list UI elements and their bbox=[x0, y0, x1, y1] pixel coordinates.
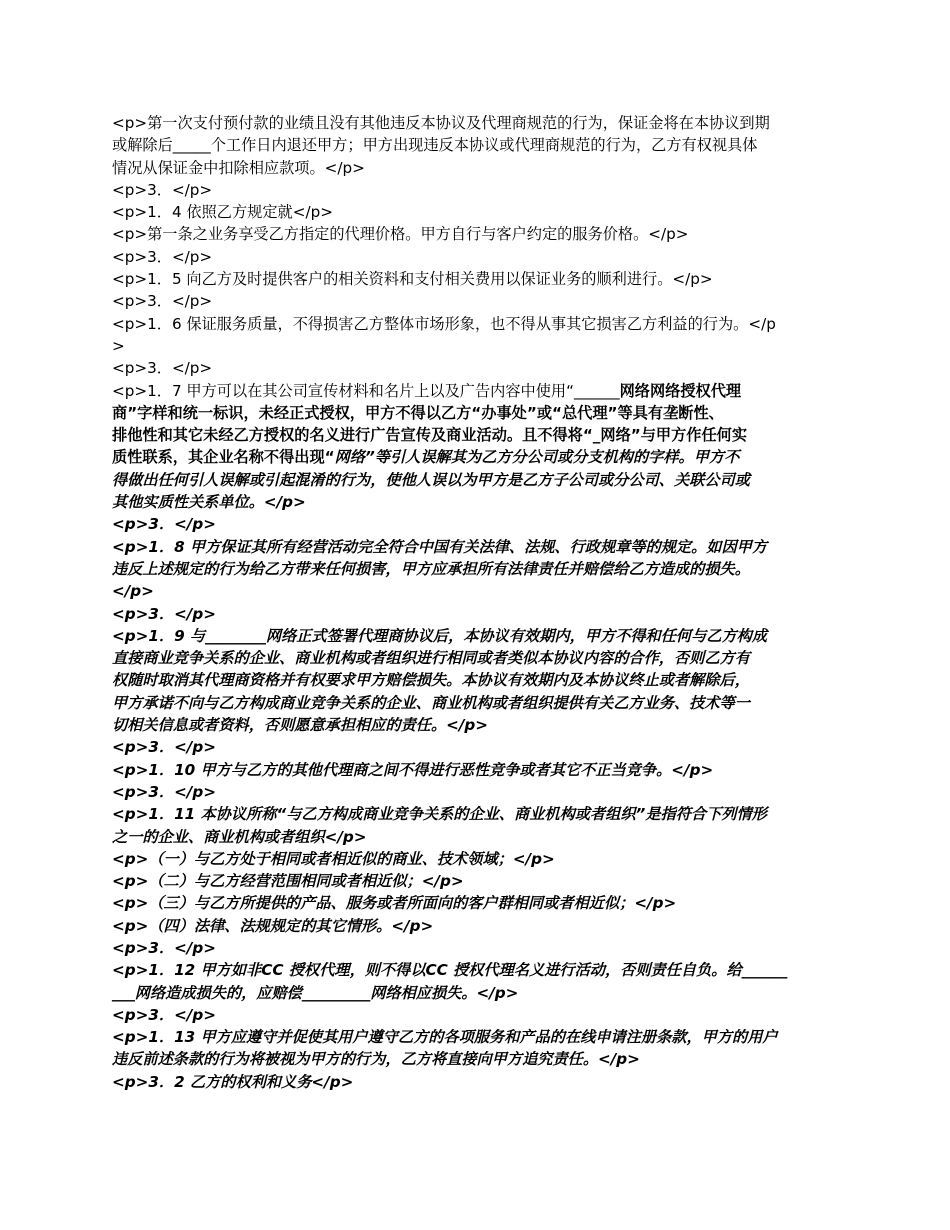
text-line: 甲方承诺不向与乙方构成商业竞争关系的企业、商业机构或者组织提供有关乙方业务、技术等一 bbox=[112, 693, 750, 712]
text-line: <p>第一条之业务享受乙方指定的代理价格。甲方自行与客户约定的服务价格。</p> bbox=[112, 225, 689, 244]
text-line: <p>3．</p> bbox=[112, 515, 216, 534]
text-line: <p>3．</p> bbox=[112, 604, 216, 623]
text-line: <p>1．4 依照乙方规定就</p> bbox=[112, 203, 333, 222]
text-line: <p>3．</p> bbox=[112, 180, 213, 199]
text-line: ___网络造成损失的，应赔偿_________网络相应损失。</p> bbox=[112, 983, 519, 1002]
text-line: </p> bbox=[112, 582, 154, 601]
text-line bbox=[112, 380, 840, 402]
text-line: <p>1．9 与________网络正式签署代理商协议后，本协议有效期内，甲方不得和任何与乙方构成 bbox=[112, 626, 768, 645]
text-line: 排他性和其它未经乙方授权的名义进行广告宣传及商业活动。且不得将“_网络”与甲方作任何实 bbox=[112, 426, 748, 445]
text-line: <p>3．</p> bbox=[112, 359, 213, 378]
text-line: 违反前述条款的行为将被视为甲方的行为，乙方将直接向甲方追究责任。</p> bbox=[112, 1050, 640, 1069]
text-line: 直接商业竞争关系的企业、商业机构或者组织进行相同或者类似本协议内容的合作，否则乙方有 bbox=[112, 649, 750, 668]
text-line: <p>1．10 甲方与乙方的其他代理商之间不得进行恶性竞争或者其它不正当竞争。</p> bbox=[112, 760, 714, 779]
text-line: <p>（三）与乙方所提供的产品、服务或者所面向的客户群相同或者相近似；</p> bbox=[112, 894, 677, 913]
text-line: <p>3．</p> bbox=[112, 938, 216, 957]
text-line: 权随时取消其代理商资格并有权要求甲方赔偿损失。本协议有效期内及本协议终止或者解除后， bbox=[112, 671, 750, 690]
text-line: 之一的企业、商业机构或者组织</p> bbox=[112, 827, 367, 846]
text-segment: 质性联系，其企业名称不得出现“ bbox=[112, 448, 335, 467]
text-line: 切相关信息或者资料，否则愿意承担相应的责任。</p> bbox=[112, 716, 488, 735]
text-segment: 网络”等引人误解其为乙方分公司或分支机构的字样。甲方不 bbox=[334, 448, 740, 467]
text-line bbox=[112, 446, 840, 468]
text-line: <p>1．13 甲方应遵守并促使其用户遵守乙方的各项服务和产品的在线申请注册条款，甲方的用户 bbox=[112, 1028, 778, 1047]
text-line: <p>第一次支付预付款的业绩且没有其他违反本协议及代理商规范的行为，保证金将在本协议到期 bbox=[112, 114, 770, 132]
text-line: 或解除后_____个工作日内退还甲方；甲方出现违反本协议或代理商规范的行为，乙方有权视具体 bbox=[112, 136, 758, 155]
text-segment: <p>1．7 甲方可以在其公司宣传材料和名片上以及广告内容中使用“______ bbox=[112, 381, 620, 400]
text-line: <p>（四）法律、法规规定的其它情形。</p> bbox=[112, 916, 434, 935]
text-line: 违反上述规定的行为给乙方带来任何损害，甲方应承担所有法律责任并赔偿给乙方造成的损失。 bbox=[112, 559, 750, 578]
text-line: 得做出任何引人误解或引起混淆的行为，使他人误以为甲方是乙方子公司或分公司、关联公司或 bbox=[112, 470, 750, 489]
text-line: <p>1．6 保证服务质量，不得损害乙方整体市场形象，也不得从事其它损害乙方利益的行为。</p bbox=[112, 314, 776, 333]
text-line: <p>1．8 甲方保证其所有经营活动完全符合中国有关法律、法规、行政规章等的规定。如因甲方 bbox=[112, 537, 768, 556]
text-segment: 网络网络授权代理 bbox=[619, 381, 742, 400]
text-line: <p>3．</p> bbox=[112, 247, 213, 266]
text-line: <p>3．</p> bbox=[112, 738, 216, 757]
text-line: <p>（二）与乙方经营范围相同或者相近似；</p> bbox=[112, 872, 464, 891]
text-line: <p>1．11 本协议所称“与乙方构成商业竞争关系的企业、商业机构或者组织”是指符合下列情形 bbox=[112, 805, 767, 824]
text-line: <p>（一）与乙方处于相同或者相近似的商业、技术领域；</p> bbox=[112, 849, 555, 868]
text-line: 情况从保证金中扣除相应款项。</p> bbox=[112, 158, 365, 177]
text-line: <p>3．</p> bbox=[112, 782, 216, 801]
document-page bbox=[112, 112, 840, 1093]
text-line: <p>1．5 向乙方及时提供客户的相关资料和支付相关费用以保证业务的顺利进行。</p> bbox=[112, 270, 713, 289]
text-line: 其他实质性关系单位。</p> bbox=[112, 493, 306, 512]
text-line: <p>3．</p> bbox=[112, 1005, 216, 1024]
text-line: <p>1．12 甲方如非CC 授权代理，则不得以CC 授权代理名义进行活动，否则责任自负。给______ bbox=[112, 961, 788, 980]
text-line: <p>3．</p> bbox=[112, 292, 213, 311]
text-line: 商”字样和统一标识，未经正式授权，甲方不得以乙方“办事处”或“总代理”等具有垄断性、 bbox=[112, 403, 724, 422]
text-line: > bbox=[112, 336, 125, 355]
text-line: <p>3．2 乙方的权利和义务</p> bbox=[112, 1072, 354, 1091]
